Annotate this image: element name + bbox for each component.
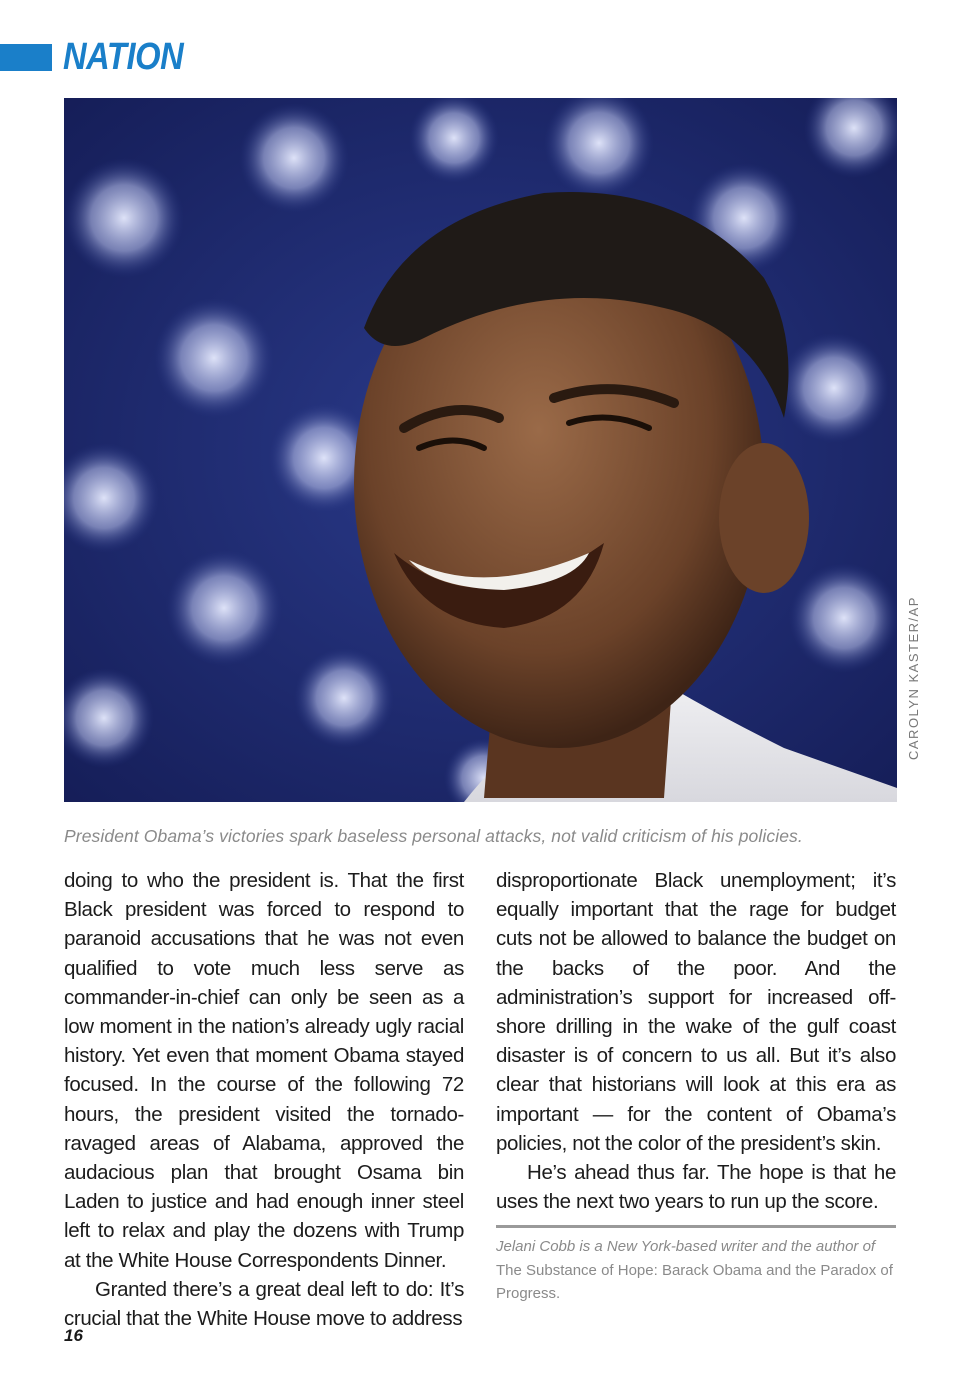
photo-caption: President Obama’s victories spark baseless personal attacks, not valid criticism of his policies. [64, 826, 803, 846]
photo-credit [905, 596, 925, 760]
photo-credit-text: CAROLYN KASTER/AP [906, 596, 921, 760]
article-paragraph: disproportionate Black unemployment; it’s equally important that the rage for budget cuts not be allowed to balance the budget on the backs of the poor. And the administration’s support for increased off-shore drilling in the wake of the gulf coast disaster is of concern to us all. But it’s also clear that historians will look at this era as important — for the content of Obama’s policies, not the color of the president’s skin. [496, 869, 896, 1155]
article-photo [64, 98, 897, 802]
article-column-left [64, 866, 464, 1333]
article-paragraph: Granted there’s a great deal left to do: It’s crucial that the White House move to address [64, 1277, 464, 1331]
author-bio-text: Jelani Cobb is a New York-based writer and the author of [496, 1238, 876, 1255]
page-number: 16 [64, 1326, 83, 1345]
book-title: The Substance of Hope: Barack Obama and the Paradox of Progress. [496, 1261, 893, 1302]
author-bio [496, 1235, 896, 1306]
bio-divider [496, 1225, 896, 1228]
article-paragraph: He’s ahead thus far. The hope is that he uses the next two years to run up the score. [496, 1161, 896, 1214]
article-paragraph: doing to who the president is. That the first Black president was forced to respond to paranoid accusations that he was not even qualified to vote much less serve as commander-in-chief can only be seen as a low moment in the nation’s already ugly racial history. Yet even that moment Obama stayed focused. In the course of the following 72 hours, the president visited the tornado-ravaged areas of Alabama, approved the audacious plan that brought Osama bin Laden to justice and had enough inner steel left to relax and play the dozens with Trump at the White House Correspondents Dinner. [64, 869, 464, 1272]
section-label: NATION [63, 36, 184, 78]
section-color-bar [0, 44, 52, 71]
article-column-right [496, 866, 896, 1216]
